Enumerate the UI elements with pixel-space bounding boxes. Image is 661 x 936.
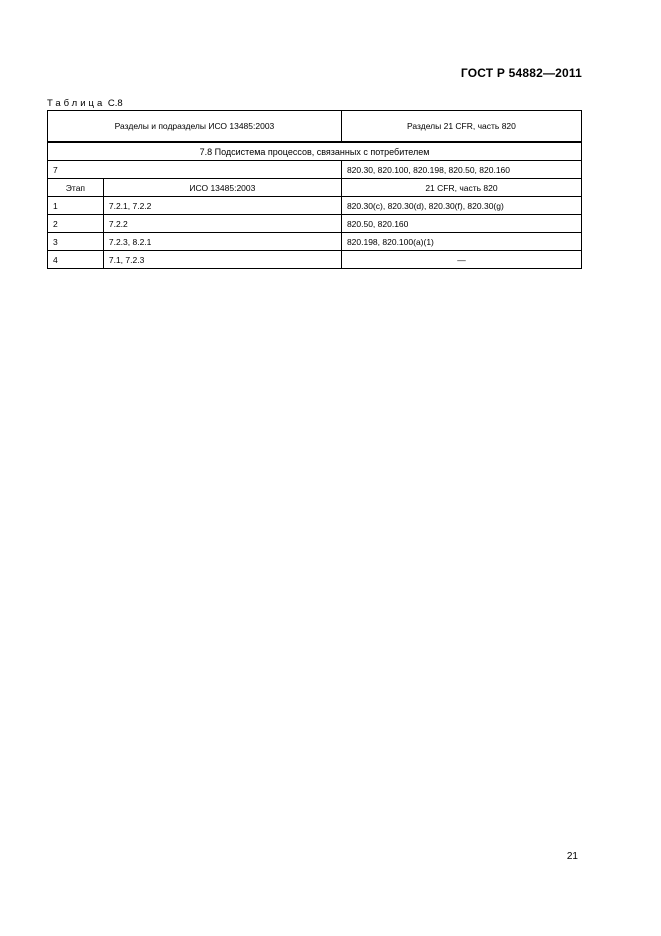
section-iso-clause: 7: [48, 161, 342, 179]
mapping-table: [47, 110, 582, 269]
sub-header-cfr: 21 CFR, часть 820: [341, 179, 581, 197]
table-caption-word: Таблица: [47, 98, 106, 109]
row-cfr: 820.198, 820.100(a)(1): [341, 233, 581, 251]
row-stage: 4: [48, 251, 104, 269]
table-caption: [47, 98, 123, 109]
row-cfr: 820.50, 820.160: [341, 215, 581, 233]
section-title-row: [48, 142, 582, 161]
document-standard-code: ГОСТ Р 54882—2011: [460, 66, 582, 80]
table-row: [48, 251, 582, 269]
section-summary-row: [48, 161, 582, 179]
table-row: [48, 215, 582, 233]
sub-header-stage: Этап: [48, 179, 104, 197]
row-cfr: 820.30(c), 820.30(d), 820.30(f), 820.30(g): [341, 197, 581, 215]
column-header-iso: Разделы и подразделы ИСО 13485:2003: [48, 111, 342, 143]
row-iso: 7.1, 7.2.3: [103, 251, 341, 269]
table-row: [48, 233, 582, 251]
column-header-cfr: Разделы 21 CFR, часть 820: [341, 111, 581, 143]
row-iso: 7.2.2: [103, 215, 341, 233]
row-iso: 7.2.3, 8.2.1: [103, 233, 341, 251]
table-row: [48, 197, 582, 215]
section-title: 7.8 Подсистема процессов, связанных с потребителем: [48, 142, 582, 161]
row-cfr: —: [341, 251, 581, 269]
row-iso: 7.2.1, 7.2.2: [103, 197, 341, 215]
sub-header-iso: ИСО 13485:2003: [103, 179, 341, 197]
table-caption-number: С.8: [107, 98, 123, 109]
table-header-row: [48, 111, 582, 143]
section-cfr-clauses: 820.30, 820.100, 820.198, 820.50, 820.160: [341, 161, 581, 179]
page-number: 21: [566, 851, 578, 862]
row-stage: 1: [48, 197, 104, 215]
sub-header-row: [48, 179, 582, 197]
row-stage: 2: [48, 215, 104, 233]
row-stage: 3: [48, 233, 104, 251]
